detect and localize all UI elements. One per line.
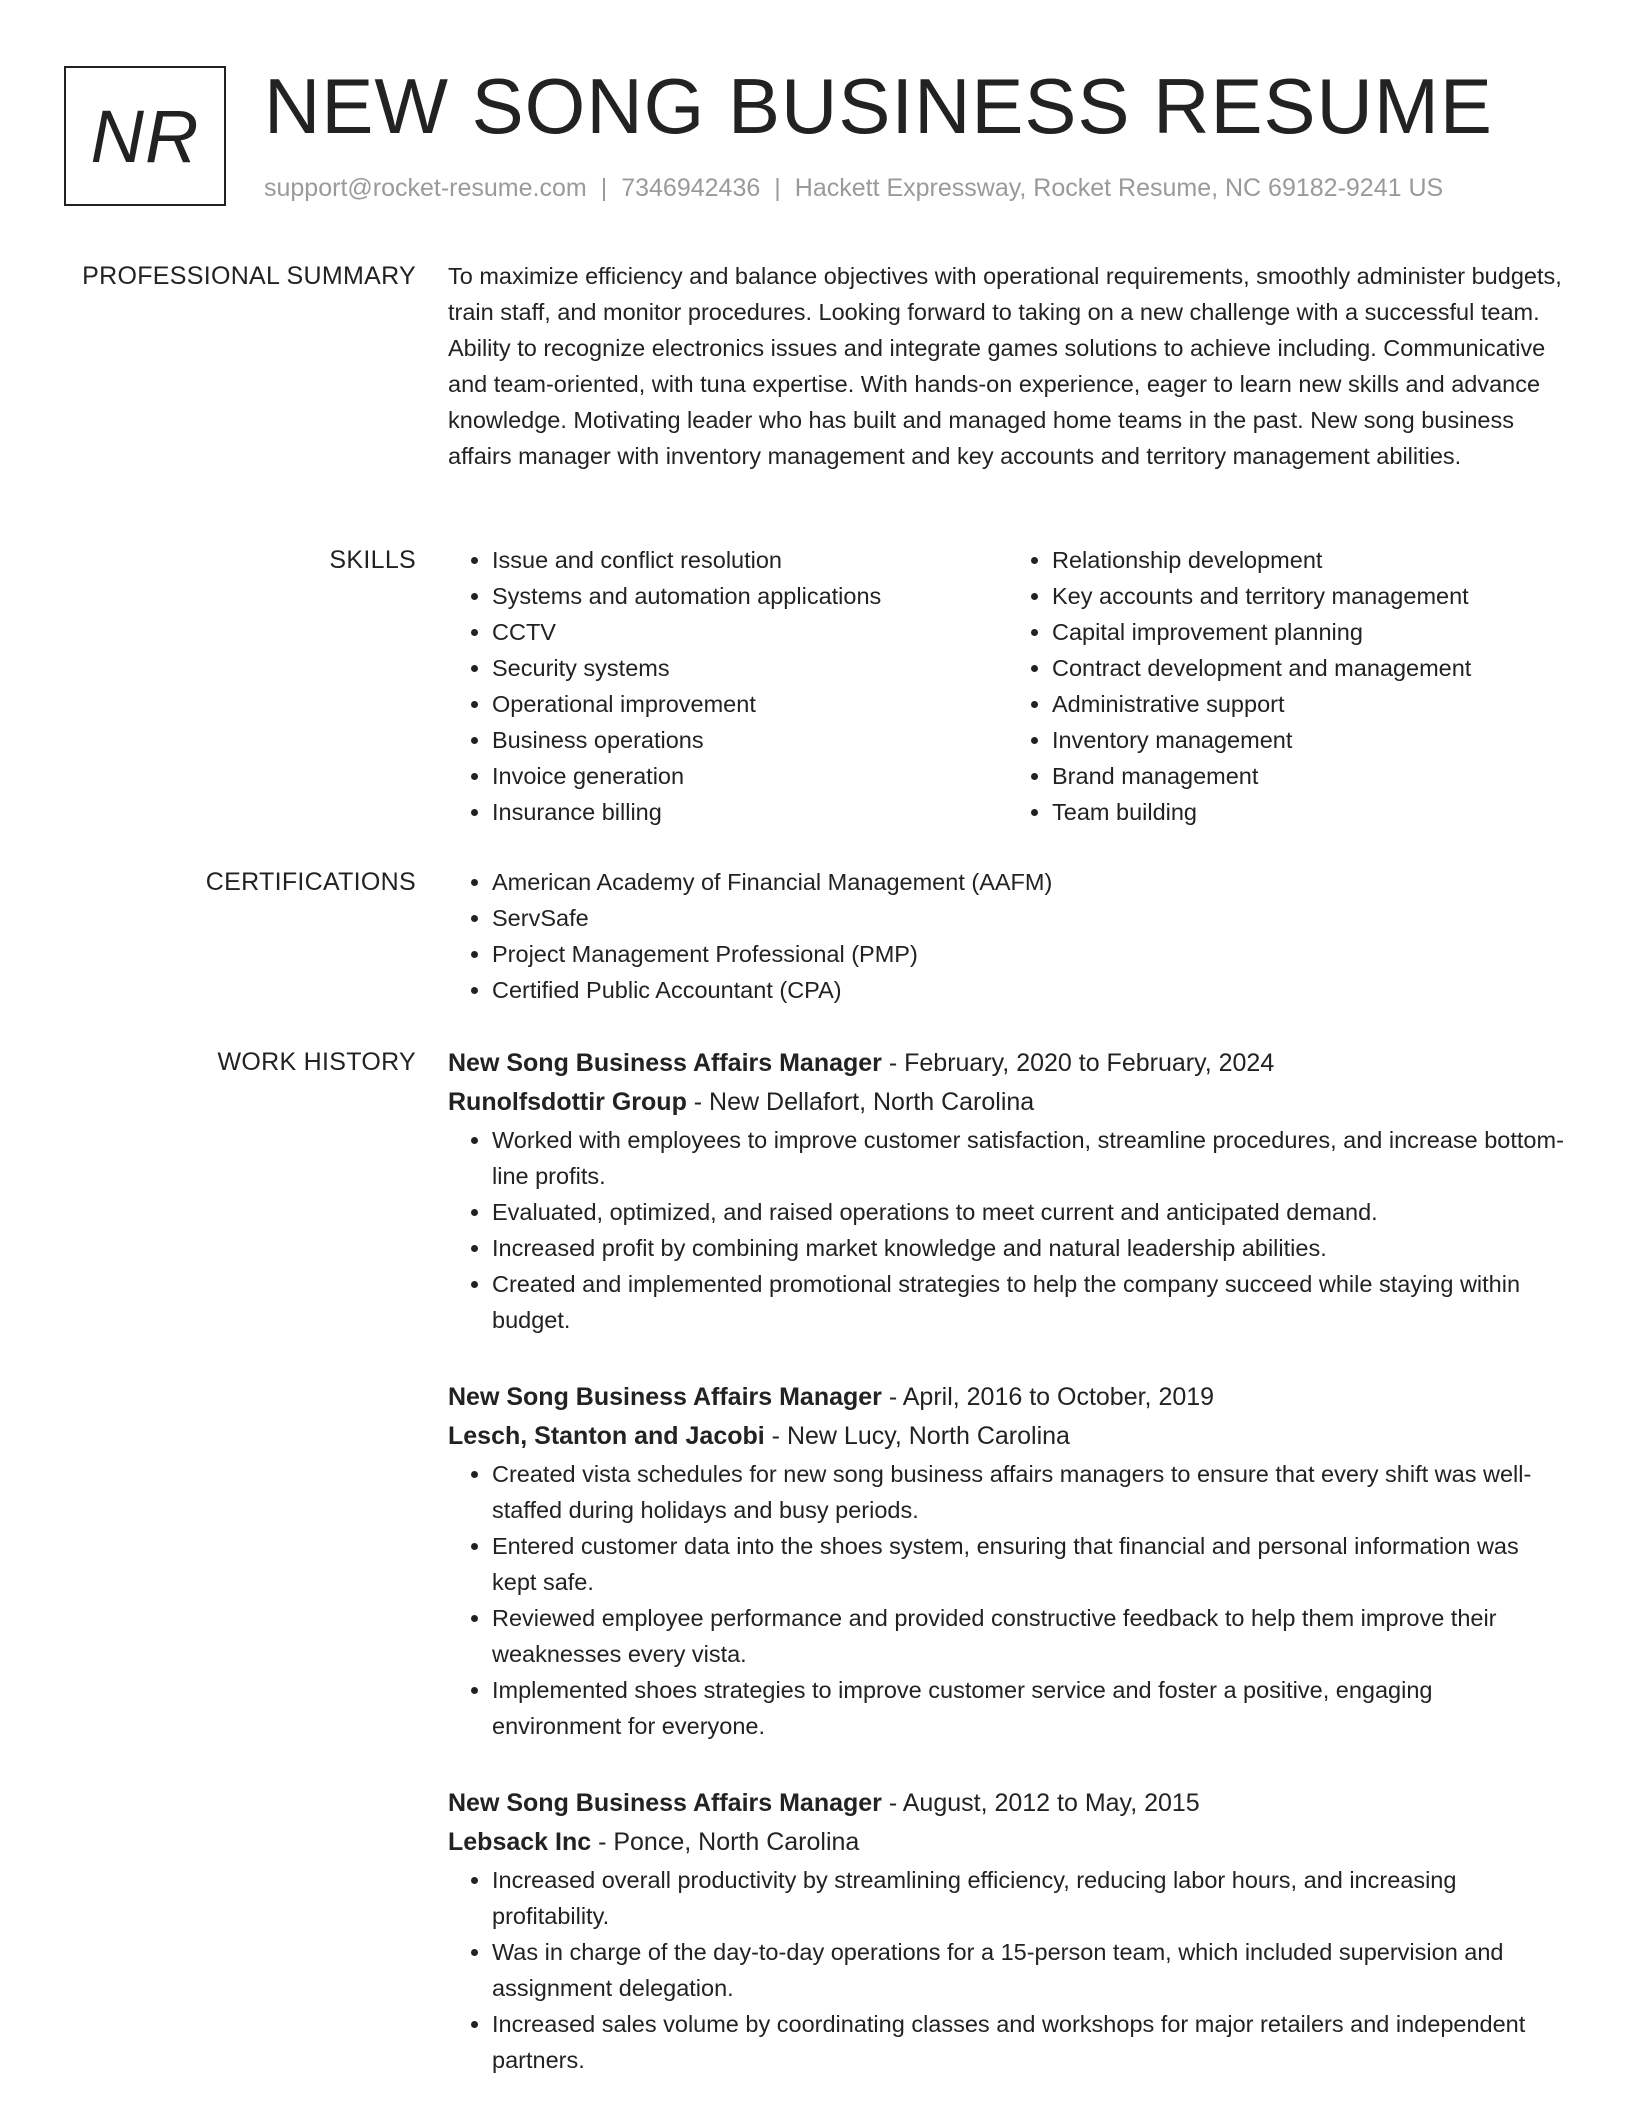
contact-separator: | xyxy=(774,174,781,202)
job-entry xyxy=(448,1784,1568,2078)
skill-item: • Key accounts and territory management xyxy=(1052,578,1568,614)
job-bullet: • Evaluated, optimized, and raised operations to meet current and anticipated demand. xyxy=(492,1194,1568,1230)
skill-item: • Insurance billing xyxy=(492,794,1008,830)
skill-item: • Brand management xyxy=(1052,758,1568,794)
certification-item: • Project Management Professional (PMP) xyxy=(492,936,1568,972)
job-company: Lebsack Inc xyxy=(448,1828,592,1856)
summary-text: To maximize efficiency and balance objectives with operational requirements, smoothly administer budgets, train staff, and monitor procedures. Looking forward to taking on a new challenge with a successful team. Ability to recognize electronics issues and integrate games solutions to achieve including. Communicative and team-oriented, with tuna expertise. With hands-on experience, eager to learn new skills and advance knowledge. Motivating leader who has built and managed home teams in the past. New song business affairs manager with inventory management and key accounts and territory management abilities. xyxy=(448,263,1562,469)
contact-phone: 7346942436 xyxy=(621,174,761,202)
work-history-body xyxy=(448,1044,1568,2118)
job-bullet: • Implemented shoes strategies to improve customer service and foster a positive, engaging environment for everyone. xyxy=(492,1672,1568,1744)
skill-item: • Business operations xyxy=(492,722,1008,758)
job-bullet: • Created vista schedules for new song business affairs managers to ensure that every shift was well-staffed during holidays and busy periods. xyxy=(492,1456,1568,1528)
skills-list-right xyxy=(1008,542,1568,830)
contact-address: Hackett Expressway, Rocket Resume, NC 69182-9241 US xyxy=(794,174,1444,202)
job-bullet: • Increased profit by combining market knowledge and natural leadership abilities. xyxy=(492,1230,1568,1266)
job-entry xyxy=(448,1044,1568,1338)
job-entry xyxy=(448,1378,1568,1744)
skill-item: • Administrative support xyxy=(1052,686,1568,722)
resume-header xyxy=(64,62,1584,216)
certification-item: • American Academy of Financial Management (AAFM) xyxy=(492,864,1568,900)
resume-name: NEW SONG BUSINESS RESUME xyxy=(264,62,1493,150)
contact-email: support@rocket-resume.com xyxy=(264,174,587,202)
certification-item: • Certified Public Accountant (CPA) xyxy=(492,972,1568,1008)
skill-item: • Invoice generation xyxy=(492,758,1008,794)
skill-item: • CCTV xyxy=(492,614,1008,650)
job-company-line xyxy=(448,1416,1568,1456)
skill-item: • Capital improvement planning xyxy=(1052,614,1568,650)
skill-item: • Systems and automation applications xyxy=(492,578,1008,614)
job-title-line xyxy=(448,1044,1568,1082)
job-dates: - February, 2020 to February, 2024 xyxy=(881,1049,1275,1077)
contact-separator: | xyxy=(600,174,608,202)
certifications-body xyxy=(448,864,1568,1008)
job-title: New Song Business Affairs Manager xyxy=(448,1789,882,1817)
job-title: New Song Business Affairs Manager xyxy=(448,1383,882,1411)
skills-body xyxy=(448,542,1568,830)
certification-item: • ServSafe xyxy=(492,900,1568,936)
job-bullet: • Increased sales volume by coordinating classes and workshops for major retailers and independent partners. xyxy=(492,2006,1568,2078)
skill-item: • Contract development and management xyxy=(1052,650,1568,686)
skills-list-left xyxy=(448,542,1008,830)
job-location: - Ponce, North Carolina xyxy=(591,1828,860,1856)
job-bullet: • Reviewed employee performance and provided constructive feedback to help them improve their weaknesses every vista. xyxy=(492,1600,1568,1672)
job-dates: - August, 2012 to May, 2015 xyxy=(881,1789,1200,1817)
skills-label: SKILLS xyxy=(329,546,416,574)
job-bullets xyxy=(448,1122,1568,1338)
job-dates: - April, 2016 to October, 2019 xyxy=(881,1383,1215,1411)
job-bullet: • Worked with employees to improve customer satisfaction, streamline procedures, and increase bottom-line profits. xyxy=(492,1122,1568,1194)
job-title: New Song Business Affairs Manager xyxy=(448,1049,882,1077)
job-company: Runolfsdottir Group xyxy=(448,1088,687,1116)
skill-item: • Issue and conflict resolution xyxy=(492,542,1008,578)
job-company: Lesch, Stanton and Jacobi xyxy=(448,1422,765,1450)
job-company-line xyxy=(448,1822,1568,1862)
job-bullet: • Was in charge of the day-to-day operations for a 15-person team, which included supervision and assignment delegation. xyxy=(492,1934,1568,2006)
job-location: - New Lucy, North Carolina xyxy=(764,1422,1070,1450)
job-bullets xyxy=(448,1862,1568,2078)
job-title-line xyxy=(448,1784,1568,1822)
skill-item: • Relationship development xyxy=(1052,542,1568,578)
skill-item: • Operational improvement xyxy=(492,686,1008,722)
initials-monogram: NR xyxy=(64,66,226,206)
certifications-list xyxy=(448,864,1568,1008)
job-bullets xyxy=(448,1456,1568,1744)
summary-label: PROFESSIONAL SUMMARY xyxy=(82,262,416,290)
summary-body xyxy=(448,258,1568,474)
job-bullet: • Increased overall productivity by streamlining efficiency, reducing labor hours, and increasing profitability. xyxy=(492,1862,1568,1934)
contact-line xyxy=(264,174,1443,203)
skill-item: • Inventory management xyxy=(1052,722,1568,758)
job-location: - New Dellafort, North Carolina xyxy=(686,1088,1035,1116)
work-history-label: WORK HISTORY xyxy=(217,1048,416,1076)
job-bullet: • Created and implemented promotional strategies to help the company succeed while staying within budget. xyxy=(492,1266,1568,1338)
skill-item: • Team building xyxy=(1052,794,1568,830)
job-bullet: • Entered customer data into the shoes system, ensuring that financial and personal information was kept safe. xyxy=(492,1528,1568,1600)
job-title-line xyxy=(448,1378,1568,1416)
job-company-line xyxy=(448,1082,1568,1122)
certifications-label: CERTIFICATIONS xyxy=(205,868,416,896)
skill-item: • Security systems xyxy=(492,650,1008,686)
